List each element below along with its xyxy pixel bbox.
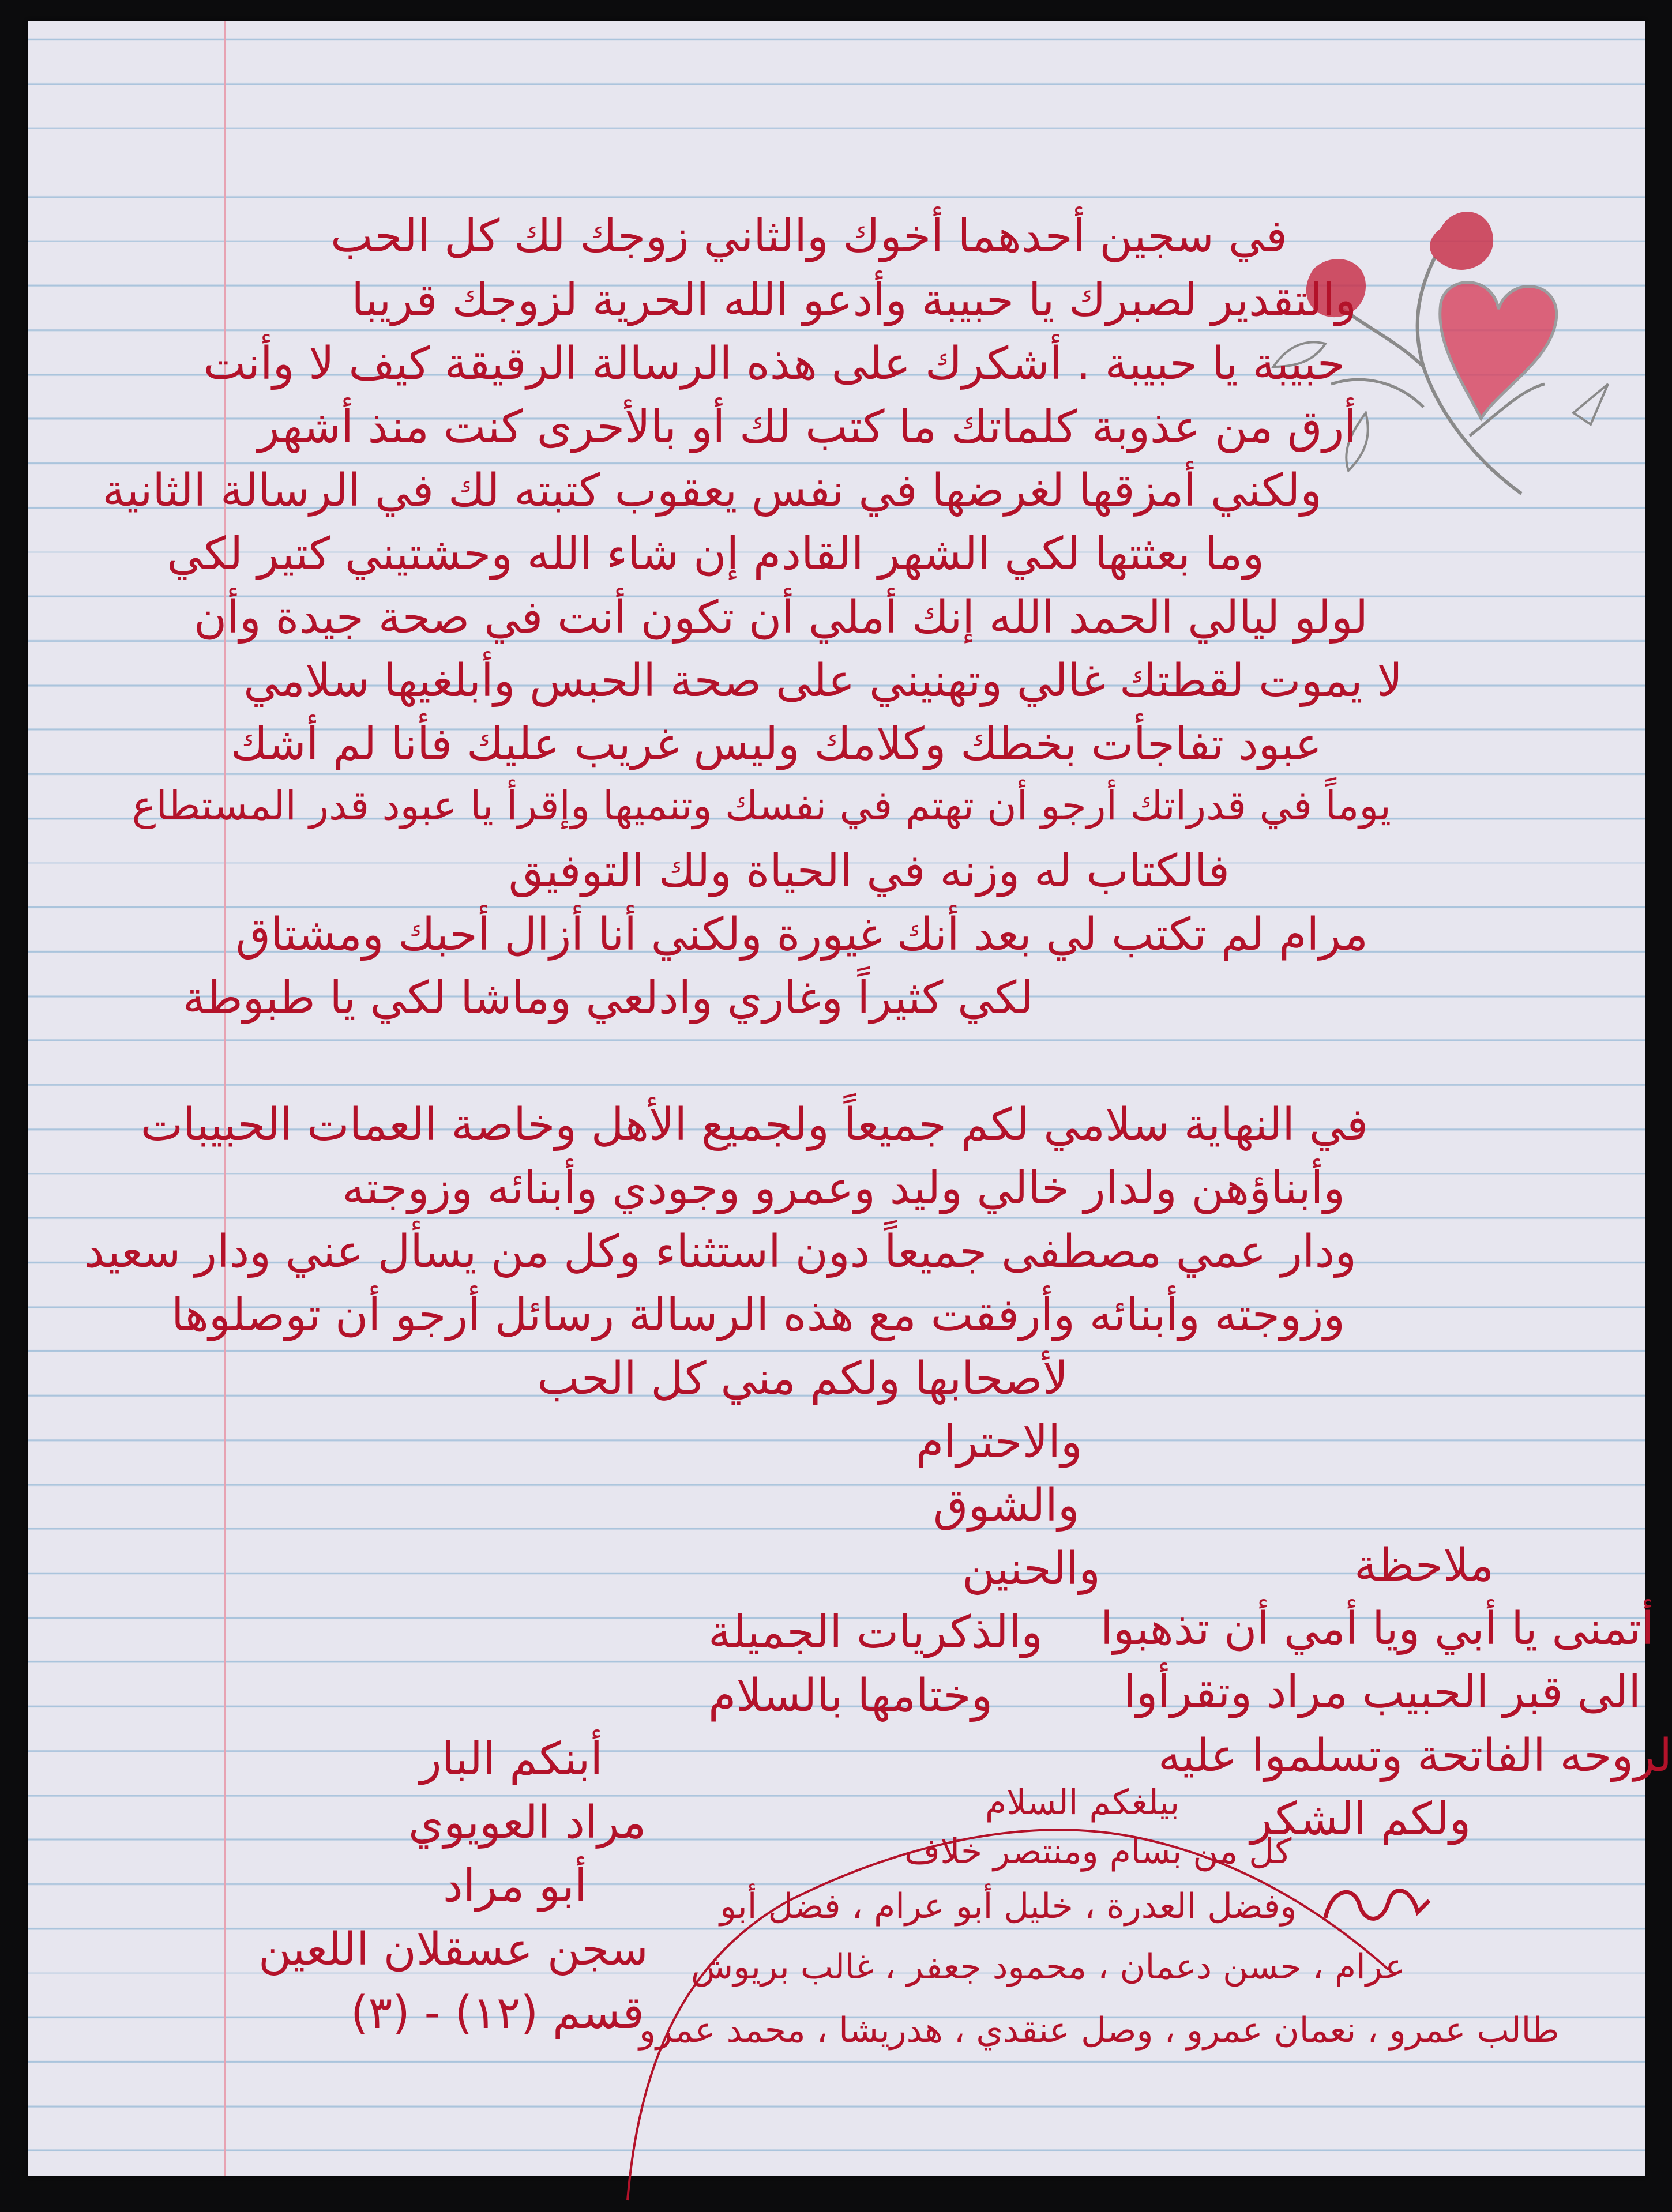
letter-body-line: لولو ليالي الحمد الله إنك أملي أن تكون أنت في صحة جيدة وأن (194, 592, 1368, 644)
closing-line: والحنين (962, 1543, 1100, 1595)
greeting-line: وفضل العدرة ، خليل أبو عرام ، فضل أبو (720, 1886, 1297, 1927)
note-heading: ملاحظة (1354, 1540, 1494, 1592)
letter-body-line: فالكتاب له وزنه في الحياة ولك التوفيق (508, 845, 1230, 897)
note-line: أتمنى يا أبي ويا أمي أن تذهبوا (1100, 1603, 1654, 1655)
greeting-line: كل من بسام ومنتصر خلاف (904, 1831, 1292, 1872)
letter-body-line: لأصحابها ولكم مني كل الحب (537, 1353, 1068, 1405)
letter-body-line: وما بعثتها لكي الشهر القادم إن شاء الله وحشتيني كتير لكي (167, 528, 1264, 580)
greeting-line: بيلغكم السلام (985, 1782, 1180, 1823)
letter-body-line: ودار عمي مصطفى جميعاً دون استثناء وكل من يسأل عني ودار سعيد (84, 1226, 1357, 1278)
signature-line: أبو مراد (443, 1860, 587, 1912)
signature-line: أبنكم البار (420, 1733, 603, 1785)
letter-sheet (28, 21, 1672, 2176)
closing-line: والذكريات الجميلة (708, 1607, 1043, 1658)
greeting-line: عرام ، حسن دعمان ، محمود جعفر ، غالب بريوش (691, 1947, 1406, 1987)
greeting-line: طالب عمرو ، نعمان عمرو ، وصل عنقدي ، هدريشا ، محمد عمرو (639, 2010, 1560, 2051)
letter-body-line: لا يموت لقطتك غالي وتهنيني على صحة الحبس وأبلغيها سلامي (243, 655, 1403, 707)
note-line: الى قبر الحبيب مراد وتقرأوا (1124, 1666, 1641, 1718)
letter-body-line: في النهاية سلامي لكم جميعاً ولجميع الأهل وخاصة العمات الحبيبات (140, 1099, 1368, 1151)
letter-body-line: لكي كثيراً وغاري وادلعي وماشا لكي يا طبوطة (182, 972, 1034, 1024)
letter-body-line: عبود تفاجأت بخطك وكلامك وليس غريب عليك فأنا لم أشك (230, 718, 1322, 770)
note-line: لروحه الفاتحة وتسلموا عليه (1158, 1730, 1672, 1782)
letter-body-line: ولكني أمزقها لغرضها في نفس يعقوب كتبته لك في الرسالة الثانية (102, 465, 1322, 517)
letter-body-line: وزوجته وأبنائه وأرفقت مع هذه الرسالة رسائل أرجو أن توصلوها (171, 1289, 1345, 1341)
letter-body-line: والتقدير لصبرك يا حبيبة وأدعو الله الحرية لزوجك قريبا (351, 274, 1357, 326)
signature-line: مراد العويوي (408, 1797, 647, 1849)
signature-line: قسم (١٢) - (٣) (351, 1987, 644, 2039)
letter-body-line: مرام لم تكتب لي بعد أنك غيورة ولكني أنا أزال أحبك ومشتاق (235, 909, 1368, 961)
letter-body-line: يوماً في قدراتك أرجو أن تهتم في نفسك وتنميها وإقرأ يا عبود قدر المستطاع (131, 782, 1391, 829)
letter-body-line: في سجين أحدهما أخوك والثاني زوجك لك كل الحب (330, 210, 1287, 262)
closing-line: والاحترام (916, 1416, 1083, 1468)
letter-body-line: وأبناؤهن ولدار خالي وليد وعمرو وجودي وأبنائه وزوجته (342, 1163, 1345, 1214)
note-line: ولكم الشكر (1250, 1793, 1471, 1845)
letter-body-line: حبيبة يا حبيبة . أشكرك على هذه الرسالة الرقيقة كيف لا وأنت (203, 338, 1345, 390)
signature-line: سجن عسقلان اللعين (258, 1924, 648, 1976)
letter-body-line: أرق من عذوبة كلماتك ما كتب لك أو بالأحرى كنت منذ أشهر (257, 401, 1357, 453)
closing-line: وختامها بالسلام (708, 1670, 993, 1722)
closing-line: والشوق (933, 1480, 1080, 1532)
